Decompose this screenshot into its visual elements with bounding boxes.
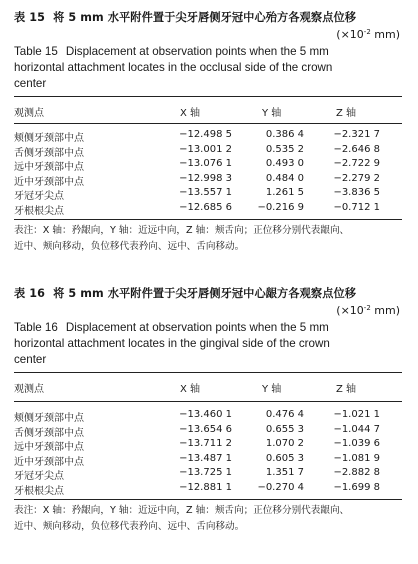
table-row [14, 481, 402, 496]
table-15-block [14, 10, 402, 255]
observation-point: 远中牙颈部中点 [14, 162, 84, 174]
x-value: −13.487 1 [179, 452, 232, 464]
table-row [14, 437, 402, 452]
z-value: −1.044 7 [333, 423, 380, 435]
table-row [14, 466, 402, 481]
table-15-unit-suffix: mm) [370, 28, 400, 41]
y-value: 0.655 3 [265, 423, 304, 435]
table-16-header-point: 观测点 [14, 384, 44, 395]
table-16-note [14, 503, 402, 535]
x-value: −13.654 6 [179, 423, 232, 435]
table-16-title-en [14, 320, 402, 368]
table-16-number-cn: 表 16 [14, 287, 46, 300]
y-value: 1.351 7 [265, 467, 304, 479]
table-15-number-en: Table 15 [14, 45, 58, 58]
z-value: −2.279 2 [333, 172, 380, 184]
z-value: −2.321 7 [333, 129, 380, 140]
observation-point: 牙根根尖点 [14, 485, 64, 497]
observation-point: 舌侧牙颈部中点 [14, 427, 84, 439]
z-value: −2.646 8 [333, 143, 380, 155]
table-16-unit-prefix: (×10 [336, 304, 364, 317]
table-15-note-line1: 表注：X 轴：矜龈向，Y 轴：近远中向，Z 轴：颊舌向；正位移分别代表龈向、 [14, 224, 350, 236]
x-value: −13.711 2 [179, 438, 232, 450]
y-value: 0.605 3 [265, 452, 304, 464]
table-16-title-en-line1: Displacement at observation points when the 5 mm [65, 321, 329, 334]
y-value: 0.386 4 [265, 129, 304, 140]
table-15-title-cn-text: 将 5 mm 水平附件置于尖牙唇侧牙冠中心殆方各观察点位移 [53, 11, 357, 24]
table-16-bottom-rule [14, 499, 402, 500]
table-15-title-cn [14, 10, 402, 25]
z-value: −2.882 8 [333, 467, 380, 479]
table-15-title-en-line2: horizontal attachment locates in the occlusal side of the crown [14, 61, 333, 74]
table-15-bottom-rule [14, 219, 402, 220]
table-16-unit [14, 301, 402, 318]
observation-point: 牙冠牙尖点 [14, 191, 64, 203]
observation-point: 颊侧牙颈部中点 [14, 133, 84, 144]
y-value: 0.484 0 [265, 172, 304, 184]
table-16-unit-exp: -2 [363, 304, 371, 312]
z-value: −1.039 6 [333, 438, 380, 450]
table-16-header-row [14, 373, 402, 401]
table-row [14, 128, 402, 143]
table-16-number-en: Table 16 [14, 321, 58, 334]
z-value: −2.722 9 [333, 158, 380, 170]
table-16-title-en-line2: horizontal attachment locates in the gingival side of the crown [14, 337, 330, 350]
x-value: −12.498 5 [179, 129, 232, 140]
table-16-header-x: X 轴 [180, 384, 201, 395]
table-15-title-en-line1: Displacement at observation points when the 5 mm [65, 45, 329, 58]
table-15-header-z: Z 轴 [336, 108, 357, 119]
y-value: 0.476 4 [265, 409, 304, 420]
x-value: −13.076 1 [179, 158, 232, 170]
table-row [14, 143, 402, 158]
y-value: −0.216 9 [257, 201, 304, 213]
table-16-block [14, 286, 402, 535]
table-16-note-line1: 表注：X 轴：矜龈向，Y 轴：近远中向，Z 轴：颊舌向；正位移分别代表龈向、 [14, 504, 350, 516]
table-16-header-z: Z 轴 [336, 384, 357, 395]
z-value: −1.081 9 [333, 452, 380, 464]
table-row [14, 408, 402, 423]
x-value: −12.881 1 [179, 481, 232, 493]
y-value: 1.261 5 [265, 187, 304, 199]
z-value: −0.712 1 [333, 201, 380, 213]
z-value: −3.836 5 [333, 187, 380, 199]
y-value: −0.270 4 [257, 481, 304, 493]
table-15-header-x: X 轴 [180, 108, 201, 119]
table-15-note-line2: 近中、颊向移动，负位移代表矜向、远中、舌向移动。 [14, 240, 245, 252]
x-value: −12.685 6 [179, 201, 232, 213]
table-16-unit-suffix: mm) [370, 304, 400, 317]
observation-point: 远中牙颈部中点 [14, 442, 84, 454]
table-16-title-cn-text: 将 5 mm 水平附件置于尖牙唇侧牙冠中心龈方各观察点位移 [53, 287, 357, 300]
table-15-unit [14, 25, 402, 42]
table-15-number-cn: 表 15 [14, 11, 46, 24]
table-row [14, 452, 402, 467]
table-16-note-line2: 近中、颊向移动，负位移代表矜向、远中、舌向移动。 [14, 520, 245, 532]
x-value: −13.557 1 [179, 187, 232, 199]
table-16-title-en-line3: center [14, 353, 47, 366]
x-value: −13.725 1 [179, 467, 232, 479]
table-16-title-cn [14, 286, 402, 301]
table-15-header-y: Y 轴 [262, 108, 282, 119]
y-value: 1.070 2 [265, 438, 304, 450]
table-15-body [14, 124, 402, 219]
table-15-header-point: 观测点 [14, 108, 44, 119]
x-value: −13.460 1 [179, 409, 232, 420]
table-15-header-row [14, 97, 402, 123]
observation-point: 牙冠牙尖点 [14, 471, 64, 483]
observation-point: 舌侧牙颈部中点 [14, 147, 84, 159]
table-row [14, 172, 402, 187]
table-15-note [14, 223, 402, 255]
observation-point: 近中牙颈部中点 [14, 456, 84, 468]
observation-point: 牙根根尖点 [14, 205, 64, 217]
z-value: −1.699 8 [333, 481, 380, 493]
observation-point: 近中牙颈部中点 [14, 176, 84, 188]
x-value: −12.998 3 [179, 172, 232, 184]
table-15-title-en [14, 44, 402, 92]
table-row [14, 423, 402, 438]
table-row [14, 186, 402, 201]
observation-point: 颊侧牙颈部中点 [14, 413, 84, 424]
table-16-body [14, 402, 402, 499]
y-value: 0.493 0 [265, 158, 304, 170]
x-value: −13.001 2 [179, 143, 232, 155]
table-15-unit-prefix: (×10 [336, 28, 364, 41]
table-row [14, 201, 402, 216]
y-value: 0.535 2 [265, 143, 304, 155]
table-15-title-en-line3: center [14, 77, 47, 90]
z-value: −1.021 1 [333, 409, 380, 420]
table-15-unit-exp: -2 [363, 28, 371, 36]
table-row [14, 157, 402, 172]
table-16-header-y: Y 轴 [262, 384, 282, 395]
